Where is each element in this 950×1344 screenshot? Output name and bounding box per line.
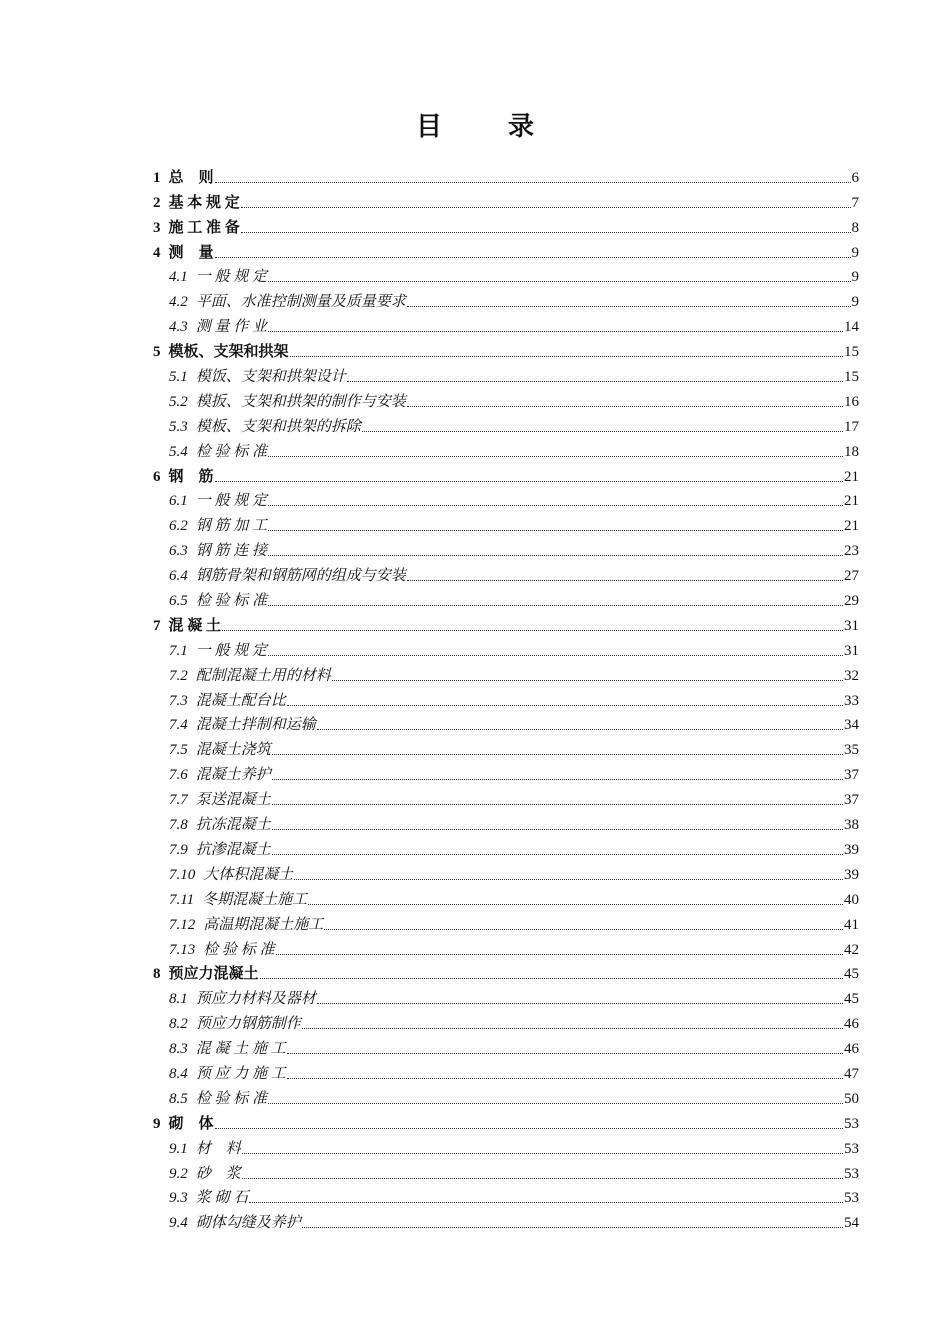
toc-entry-page-number: 16 xyxy=(844,393,859,410)
dot-leader xyxy=(268,456,843,457)
toc-entry-page-number: 21 xyxy=(844,518,859,535)
dot-leader xyxy=(362,431,843,432)
dot-leader xyxy=(272,829,843,830)
toc-entry-number: 4.1 xyxy=(169,269,188,286)
toc-entry-number: 9.3 xyxy=(169,1190,188,1207)
toc-entry-number: 6.5 xyxy=(169,593,188,610)
toc-entry-title: 模扳、支架和拱架的制作与安装 xyxy=(195,393,406,410)
dot-leader xyxy=(290,356,843,357)
toc-section-entry[interactable] xyxy=(153,1009,859,1034)
dot-leader xyxy=(317,1003,843,1004)
toc-section-entry[interactable] xyxy=(153,536,859,561)
dot-leader xyxy=(324,929,843,930)
toc-entry-number: 6.4 xyxy=(169,568,188,585)
toc-entry-page-number: 18 xyxy=(844,443,859,460)
toc-section-entry[interactable] xyxy=(153,636,859,661)
toc-entry-page-number: 53 xyxy=(844,1115,859,1132)
dot-leader xyxy=(272,779,843,780)
toc-entry-number: 6.3 xyxy=(169,543,188,560)
toc-section-entry[interactable] xyxy=(153,387,859,412)
dot-leader xyxy=(302,1028,843,1029)
toc-entry-number: 7.3 xyxy=(169,692,188,709)
dot-leader xyxy=(347,381,843,382)
toc-entry-number: 8.3 xyxy=(169,1041,188,1058)
toc-chapter-entry[interactable] xyxy=(153,238,859,263)
toc-section-entry[interactable] xyxy=(153,487,859,512)
toc-entry-number: 6.2 xyxy=(169,518,188,535)
toc-section-entry[interactable] xyxy=(153,1084,859,1109)
dot-leader xyxy=(268,505,843,506)
toc-entry-title: 检 验 标 准 xyxy=(195,593,268,610)
toc-section-entry[interactable] xyxy=(153,785,859,810)
toc-entry-page-number: 45 xyxy=(844,966,859,983)
toc-entry-title: 浆 砌 石 xyxy=(195,1190,249,1207)
toc-entry-title: 施 工 准 备 xyxy=(168,219,240,236)
toc-entry-number: 4.2 xyxy=(169,294,188,311)
dot-leader xyxy=(294,879,843,880)
toc-entry-title: 预应力混凝土 xyxy=(168,966,259,983)
toc-entry-number: 7.1 xyxy=(169,642,188,659)
dot-leader xyxy=(287,705,843,706)
toc-section-entry[interactable] xyxy=(153,661,859,686)
toc-entry-page-number: 45 xyxy=(844,991,859,1008)
toc-entry-page-number: 34 xyxy=(844,717,859,734)
toc-entry-title: 抗渗混凝土 xyxy=(195,841,271,858)
toc-entry-title: 模饭、支架和拱架设计 xyxy=(195,369,346,386)
toc-entry-page-number: 53 xyxy=(844,1165,859,1182)
toc-section-entry[interactable] xyxy=(153,1159,859,1184)
toc-entry-title: 模板、支架和拱架 xyxy=(168,344,289,361)
toc-entry-number: 5.1 xyxy=(169,369,188,386)
toc-chapter-entry[interactable] xyxy=(153,337,859,362)
toc-entry-title: 钢筋骨架和钢筋网的组成与安装 xyxy=(195,568,406,585)
toc-section-entry[interactable] xyxy=(153,810,859,835)
dot-leader xyxy=(241,207,851,208)
toc-section-entry[interactable] xyxy=(153,1184,859,1209)
dot-leader xyxy=(407,406,843,407)
dot-leader xyxy=(287,1078,843,1079)
dot-leader xyxy=(215,182,851,183)
toc-entry-number: 8.4 xyxy=(169,1065,188,1082)
toc-entry-title: 混 凝 土 施 工 xyxy=(195,1041,286,1058)
dot-leader xyxy=(317,729,843,730)
dot-leader xyxy=(241,232,851,233)
toc-section-entry[interactable] xyxy=(153,711,859,736)
toc-section-entry[interactable] xyxy=(153,885,859,910)
dot-leader xyxy=(272,804,843,805)
toc-entry-title: 钢 筋 连 接 xyxy=(195,543,268,560)
toc-section-entry[interactable] xyxy=(153,835,859,860)
toc-section-entry[interactable] xyxy=(153,312,859,337)
toc-entry-title: 总 则 xyxy=(168,169,214,186)
toc-entry-page-number: 27 xyxy=(844,568,859,585)
toc-entry-number: 7.5 xyxy=(169,742,188,759)
toc-entry-page-number: 50 xyxy=(844,1090,859,1107)
dot-leader xyxy=(268,555,843,556)
toc-entry-page-number: 42 xyxy=(844,941,859,958)
toc-entry-title: 预应力材料及器材 xyxy=(195,991,316,1008)
dot-leader xyxy=(407,580,843,581)
toc-entry-number: 7.2 xyxy=(169,667,188,684)
toc-entry-number: 7.7 xyxy=(169,792,188,809)
toc-entry-number: 1 xyxy=(153,169,161,186)
dot-leader xyxy=(268,530,843,531)
toc-entry-page-number: 21 xyxy=(844,468,859,485)
toc-entry-number: 2 xyxy=(153,194,161,211)
dot-leader xyxy=(332,680,843,681)
toc-entry-number: 7.4 xyxy=(169,717,188,734)
toc-entry-number: 3 xyxy=(153,219,161,236)
toc-entry-title: 高温期混凝土施工 xyxy=(203,916,324,933)
toc-entry-number: 8.2 xyxy=(169,1016,188,1033)
toc-entry-number: 6.1 xyxy=(169,493,188,510)
dot-leader xyxy=(268,1103,843,1104)
toc-entry-title: 泵送混凝土 xyxy=(195,792,271,809)
toc-entry-title: 配制混凝土用的材料 xyxy=(195,667,331,684)
toc-chapter-entry[interactable] xyxy=(153,462,859,487)
toc-entry-number: 9.4 xyxy=(169,1215,188,1232)
toc-section-entry[interactable] xyxy=(153,1134,859,1159)
toc-chapter-entry[interactable] xyxy=(153,611,859,636)
dot-leader xyxy=(242,1178,843,1179)
page-title: 目 录 xyxy=(415,112,554,141)
dot-leader xyxy=(268,605,843,606)
toc-entry-number: 9 xyxy=(153,1115,161,1132)
toc-entry-title: 混 凝 土 xyxy=(168,617,222,634)
toc-entry-number: 4.3 xyxy=(169,319,188,336)
toc-entry-title: 钢 筋 xyxy=(168,468,214,485)
toc-entry-number: 7 xyxy=(153,617,161,634)
dot-leader xyxy=(302,1227,843,1228)
toc-entry-page-number: 15 xyxy=(844,369,859,386)
toc-chapter-entry[interactable] xyxy=(153,188,859,213)
toc-section-entry[interactable] xyxy=(153,1208,859,1233)
toc-entry-number: 6 xyxy=(153,468,161,485)
dot-leader xyxy=(268,331,843,332)
toc-entry-page-number: 54 xyxy=(844,1215,859,1232)
toc-entry-page-number: 21 xyxy=(844,493,859,510)
toc-entry-title: 检 验 标 准 xyxy=(195,443,268,460)
dot-leader xyxy=(215,257,851,258)
toc-entry-number: 7.11 xyxy=(169,891,195,908)
dot-leader xyxy=(268,281,850,282)
toc-section-entry[interactable] xyxy=(153,686,859,711)
dot-leader xyxy=(272,854,843,855)
toc-entry-title: 预 应 力 施 工 xyxy=(195,1065,286,1082)
toc-entry-number: 4 xyxy=(153,244,161,261)
dot-leader xyxy=(215,481,843,482)
toc-entry-title: 冬期混凝土施工 xyxy=(202,891,308,908)
toc-section-entry[interactable] xyxy=(153,362,859,387)
toc-entry-title: 检 验 标 准 xyxy=(195,1090,268,1107)
toc-entry-page-number: 40 xyxy=(844,891,859,908)
toc-entry-number: 8 xyxy=(153,966,161,983)
toc-entry-number: 8.5 xyxy=(169,1090,188,1107)
toc-chapter-entry[interactable] xyxy=(153,1109,859,1134)
toc-entry-title: 一 般 规 定 xyxy=(195,269,268,286)
table-of-contents xyxy=(153,163,859,1233)
toc-section-entry[interactable] xyxy=(153,935,859,960)
toc-entry-title: 抗冻混凝土 xyxy=(195,817,271,834)
dot-leader xyxy=(272,754,843,755)
dot-leader xyxy=(308,904,843,905)
toc-section-entry[interactable] xyxy=(153,561,859,586)
toc-entry-page-number: 23 xyxy=(844,543,859,560)
toc-entry-page-number: 8 xyxy=(851,219,859,236)
toc-entry-page-number: 31 xyxy=(844,642,859,659)
toc-entry-number: 7.12 xyxy=(169,916,196,933)
toc-entry-page-number: 7 xyxy=(851,194,859,211)
dot-leader xyxy=(268,655,843,656)
toc-entry-page-number: 15 xyxy=(844,344,859,361)
toc-section-entry[interactable] xyxy=(153,860,859,885)
toc-entry-title: 材 料 xyxy=(195,1140,241,1157)
toc-entry-page-number: 46 xyxy=(844,1016,859,1033)
toc-entry-page-number: 53 xyxy=(844,1140,859,1157)
toc-entry-page-number: 6 xyxy=(851,169,859,186)
toc-section-entry[interactable] xyxy=(153,984,859,1009)
toc-entry-title: 混凝土养护 xyxy=(195,767,271,784)
toc-entry-title: 一 般 规 定 xyxy=(195,642,268,659)
toc-entry-page-number: 29 xyxy=(844,593,859,610)
toc-section-entry[interactable] xyxy=(153,760,859,785)
toc-entry-page-number: 9 xyxy=(851,269,859,286)
toc-entry-number: 7.8 xyxy=(169,817,188,834)
toc-entry-page-number: 35 xyxy=(844,742,859,759)
toc-section-entry[interactable] xyxy=(153,1059,859,1084)
toc-entry-title: 混凝土配台比 xyxy=(195,692,286,709)
toc-entry-number: 7.10 xyxy=(169,866,196,883)
toc-entry-number: 9.1 xyxy=(169,1140,188,1157)
toc-entry-title: 检 验 标 准 xyxy=(203,941,275,958)
toc-entry-title: 平面、水准控制测量及质量要求 xyxy=(195,294,406,311)
toc-entry-title: 大体积混凝土 xyxy=(203,866,294,883)
toc-entry-number: 7.9 xyxy=(169,841,188,858)
toc-section-entry[interactable] xyxy=(153,1034,859,1059)
toc-entry-title: 测 量 xyxy=(168,244,214,261)
toc-entry-title: 混凝土拌制和运输 xyxy=(195,717,316,734)
toc-entry-page-number: 39 xyxy=(844,841,859,858)
toc-entry-number: 8.1 xyxy=(169,991,188,1008)
dot-leader xyxy=(407,306,851,307)
toc-entry-page-number: 9 xyxy=(851,294,859,311)
toc-section-entry[interactable] xyxy=(153,263,859,288)
toc-entry-title: 一 般 规 定 xyxy=(195,493,268,510)
dot-leader xyxy=(222,630,843,631)
toc-entry-page-number: 37 xyxy=(844,767,859,784)
dot-leader xyxy=(215,1128,843,1129)
toc-section-entry[interactable] xyxy=(153,412,859,437)
toc-entry-title: 混凝土浇筑 xyxy=(195,742,271,759)
toc-entry-page-number: 14 xyxy=(844,319,859,336)
toc-entry-title: 预应力钢筋制作 xyxy=(195,1016,301,1033)
toc-entry-page-number: 9 xyxy=(851,244,859,261)
toc-entry-title: 测 量 作 业 xyxy=(195,319,268,336)
toc-entry-page-number: 41 xyxy=(844,916,859,933)
toc-section-entry[interactable] xyxy=(153,735,859,760)
toc-entry-number: 9.2 xyxy=(169,1165,188,1182)
toc-chapter-entry[interactable] xyxy=(153,213,859,238)
toc-chapter-entry[interactable] xyxy=(153,163,859,188)
toc-entry-title: 钢 筋 加 工 xyxy=(195,518,268,535)
toc-section-entry[interactable] xyxy=(153,910,859,935)
toc-entry-page-number: 39 xyxy=(844,866,859,883)
toc-section-entry[interactable] xyxy=(153,287,859,312)
dot-leader xyxy=(276,954,843,955)
toc-entry-title: 砌体勾缝及养护 xyxy=(195,1215,301,1232)
toc-entry-page-number: 53 xyxy=(844,1190,859,1207)
toc-entry-page-number: 46 xyxy=(844,1041,859,1058)
toc-entry-number: 7.6 xyxy=(169,767,188,784)
toc-entry-number: 5.3 xyxy=(169,418,188,435)
toc-entry-number: 5 xyxy=(153,344,161,361)
toc-entry-page-number: 47 xyxy=(844,1065,859,1082)
toc-entry-page-number: 38 xyxy=(844,817,859,834)
toc-entry-page-number: 33 xyxy=(844,692,859,709)
toc-entry-number: 5.4 xyxy=(169,443,188,460)
dot-leader xyxy=(249,1202,843,1203)
toc-entry-number: 5.2 xyxy=(169,393,188,410)
toc-section-entry[interactable] xyxy=(153,586,859,611)
toc-entry-title: 模板、支架和拱架的拆除 xyxy=(195,418,361,435)
toc-section-entry[interactable] xyxy=(153,437,859,462)
toc-entry-number: 7.13 xyxy=(169,941,196,958)
toc-entry-title: 基 本 规 定 xyxy=(168,194,240,211)
toc-entry-title: 砂 浆 xyxy=(195,1165,241,1182)
toc-entry-page-number: 37 xyxy=(844,792,859,809)
toc-entry-page-number: 32 xyxy=(844,667,859,684)
toc-entry-title: 砌 体 xyxy=(168,1115,214,1132)
toc-section-entry[interactable] xyxy=(153,511,859,536)
toc-entry-page-number: 17 xyxy=(844,418,859,435)
dot-leader xyxy=(260,978,843,979)
dot-leader xyxy=(242,1153,843,1154)
toc-entry-page-number: 31 xyxy=(844,617,859,634)
dot-leader xyxy=(287,1053,843,1054)
toc-chapter-entry[interactable] xyxy=(153,960,859,985)
